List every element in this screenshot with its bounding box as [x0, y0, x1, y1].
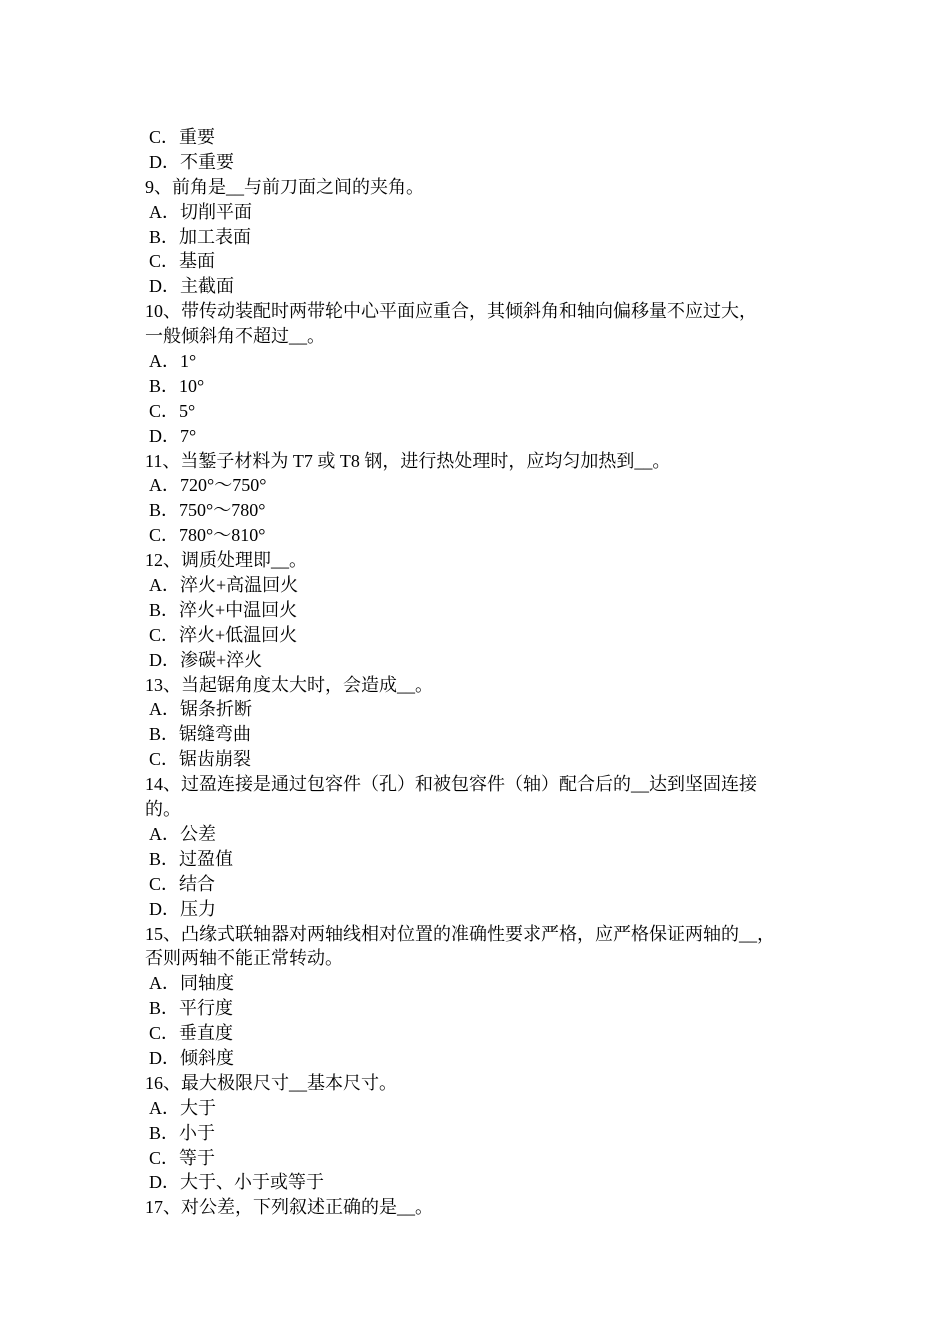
- option-line: A．公差: [149, 823, 216, 844]
- question-line: 15、凸缘式联轴器对两轴线相对位置的准确性要求严格，应严格保证两轴的__，: [145, 923, 775, 944]
- question-line: 17、对公差，下列叙述正确的是__。: [145, 1197, 433, 1218]
- option-line: A．1°: [149, 351, 197, 372]
- question-line: 14、过盈连接是通过包容件（孔）和被包容件（轴）配合后的__达到坚固连接: [145, 774, 757, 795]
- option-line: D．主截面: [149, 276, 234, 297]
- option-line: B．加工表面: [149, 226, 252, 247]
- option-line: D．倾斜度: [149, 1047, 234, 1068]
- option-line: B．10°: [149, 375, 205, 396]
- option-line: B．小于: [149, 1122, 216, 1143]
- question-line: 9、前角是__与前刀面之间的夹角。: [145, 176, 424, 197]
- option-line: C．基面: [149, 251, 216, 272]
- option-line: D．7°: [149, 425, 197, 446]
- question-line: 否则两轴不能正常转动。: [145, 948, 343, 969]
- option-line: B．过盈值: [149, 848, 234, 869]
- question-line: 的。: [145, 799, 181, 820]
- option-line: C．5°: [149, 400, 196, 421]
- question-line: 12、调质处理即__。: [145, 550, 307, 571]
- option-line: C．等于: [149, 1147, 216, 1168]
- option-line: A．锯条折断: [149, 699, 252, 720]
- question-line: 13、当起锯角度太大时，会造成__。: [145, 674, 433, 695]
- option-line: C．重要: [149, 127, 216, 147]
- option-line: A．同轴度: [149, 973, 234, 994]
- option-line: C．垂直度: [149, 1023, 234, 1044]
- option-line: A．720°～750°: [149, 475, 267, 496]
- option-line: C．780°～810°: [149, 525, 266, 546]
- option-line: A．淬火+高温回火: [149, 575, 299, 596]
- option-line: D．不重要: [149, 151, 234, 172]
- question-line: 一般倾斜角不超过__。: [145, 326, 325, 347]
- question-line: 10、带传动装配时两带轮中心平面应重合，其倾斜角和轴向偏移量不应过大，: [145, 301, 757, 322]
- option-line: B．淬火+中温回火: [149, 599, 298, 620]
- option-line: D．大于、小于或等于: [149, 1172, 324, 1193]
- option-line: D．压力: [149, 898, 216, 919]
- option-line: C．结合: [149, 873, 216, 894]
- option-line: C．淬火+低温回火: [149, 624, 298, 645]
- option-line: D．渗碳+淬火: [149, 649, 263, 670]
- question-line: 16、最大极限尺寸__基本尺寸。: [145, 1072, 397, 1093]
- option-line: A．切削平面: [149, 201, 252, 222]
- option-line: B．750°～780°: [149, 500, 266, 521]
- option-line: C．锯齿崩裂: [149, 749, 252, 770]
- question-line: 11、当錾子材料为 T7 或 T8 钢，进行热处理时，应均匀加热到__。: [145, 450, 671, 471]
- document-body: [145, 125, 825, 1220]
- option-line: A．大于: [149, 1097, 216, 1118]
- option-line: B．锯缝弯曲: [149, 724, 252, 745]
- option-line: B．平行度: [149, 998, 234, 1019]
